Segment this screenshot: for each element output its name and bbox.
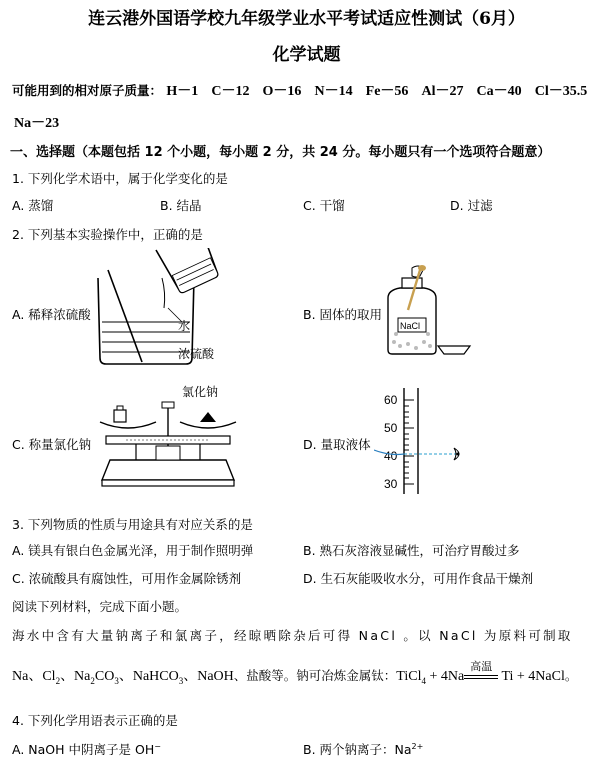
q4-stem: 4. 下列化学用语表示正确的是 <box>12 713 178 728</box>
fig-d-tick-30: 30 <box>384 477 398 491</box>
fig-d-tick-40: 40 <box>384 449 398 463</box>
atomic-mass-na: Na－23 <box>14 116 60 131</box>
q4-option-a-text: A. NaOH 中阴离子是 OH <box>12 742 155 757</box>
atomic-mass-n: N－14 <box>314 84 353 99</box>
atomic-mass-h: H－1 <box>166 84 199 99</box>
q3-option-d: D. 生石灰能吸收水分，可用作食品干燥剂 <box>303 571 534 586</box>
reaction-condition: 高温 <box>470 659 493 673</box>
fig-a-acid-label: 浓硫酸 <box>178 347 215 361</box>
atomic-mass-o: O－16 <box>262 84 302 99</box>
reading-line-1: 海水中含有大量钠离子和氯离子，经晾晒除杂后可得 NaCl 。以 NaCl 为原料可制取 <box>12 628 573 643</box>
q1-stem: 1. 下列化学术语中，属于化学变化的是 <box>12 171 228 186</box>
q2-stem: 2. 下列基本实验操作中，正确的是 <box>12 227 203 242</box>
q4-option-b <box>303 740 423 758</box>
figure-graduated-cylinder <box>374 386 474 498</box>
atomic-mass-fe: Fe－56 <box>365 84 409 99</box>
q1-option-a: A. 蒸馏 <box>12 198 54 213</box>
atomic-mass-c: C－12 <box>211 84 250 99</box>
atomic-masses <box>12 80 587 100</box>
q4-option-a-charge: − <box>154 741 161 751</box>
q2-option-a: A. 稀释浓硫酸 <box>12 307 91 322</box>
atomic-masses-label: 可能用到的相对原子质量： <box>12 83 163 98</box>
fig-d-tick-60: 60 <box>384 393 398 407</box>
q1-option-c: C. 干馏 <box>303 198 345 213</box>
fig-d-tick-50: 50 <box>384 421 398 435</box>
exam-subtitle: 化学试题 <box>272 45 341 65</box>
reading-line-2-text: 、盐酸等。钠可冶炼金属钛： <box>233 668 397 683</box>
q2-option-d: D. 量取液体 <box>303 437 371 452</box>
q3-stem: 3. 下列物质的性质与用途具有对应关系的是 <box>12 517 253 532</box>
fig-a-water-label: 水 <box>178 319 191 333</box>
reading-intro: 阅读下列材料，完成下面小题。 <box>12 599 188 614</box>
figure-solid-taking <box>380 262 480 362</box>
q4-option-a <box>12 740 161 758</box>
reading-line-2: Na、$Cl_2$、$Na_2CO_3$、NaHCO$_3$、NaOH、盐酸等。钠可冶炼金属钛：TiCl$_4$ + 4Na 高温 Ti + 4NaCl。 <box>12 659 578 686</box>
q3-option-b: B. 熟石灰溶液显碱性，可治疗胃酸过多 <box>303 543 520 558</box>
q1-option-b: B. 结晶 <box>160 198 202 213</box>
q4-option-b-charge: 2+ <box>411 741 424 751</box>
q1-option-d: D. 过滤 <box>450 198 493 213</box>
q3-option-a: A. 镁具有银白色金属光泽，用于制作照明弹 <box>12 543 254 558</box>
q2-option-b: B. 固体的取用 <box>303 307 383 322</box>
figure-dilute-acid <box>90 248 260 370</box>
q2-option-c: C. 称量氯化钠 <box>12 437 92 452</box>
atomic-mass-ca: Ca－40 <box>476 84 522 99</box>
q4-option-b-text: B. 两个钠离子：Na <box>303 742 412 757</box>
fig-b-jar-label: NaCl <box>400 321 421 331</box>
fig-c-salt-label: 氯化钠 <box>182 385 219 399</box>
atomic-mass-al: Al－27 <box>421 84 464 99</box>
figure-balance <box>96 384 246 496</box>
q3-option-c: C. 浓硫酸具有腐蚀性，可用作金属除锈剂 <box>12 571 242 586</box>
section-heading: 一、选择题（本题包括 12 个小题，每小题 2 分，共 24 分。每小题只有一个选项符合题意） <box>10 145 551 160</box>
atomic-mass-cl: Cl－35.5 <box>534 84 588 99</box>
exam-title: 连云港外国语学校九年级学业水平考试适应性测试（6月） <box>88 9 525 29</box>
